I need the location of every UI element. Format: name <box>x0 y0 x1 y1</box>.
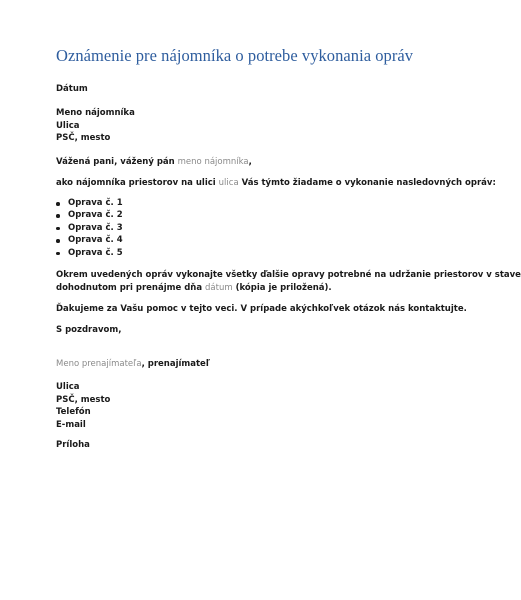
salutation-prefix: Vážená pani, vážený pán <box>56 157 178 167</box>
document-title: Oznámenie pre nájomníka o potrebe vykonania opráv <box>56 46 414 65</box>
paragraph2-suffix: (kópia je priložená). <box>232 283 332 293</box>
repairs-list <box>56 197 123 259</box>
bullet-icon <box>56 227 60 231</box>
list-item <box>56 247 123 259</box>
sender-email: E-mail <box>56 419 86 430</box>
bullet-icon <box>56 202 60 206</box>
paragraph2-prefix: dohodnutom pri prenájme dňa <box>56 283 206 293</box>
thanks-paragraph: Ďakujeme za Vašu pomoc v tejto veci. V prípade akýchkoľvek otázok nás kontaktujte. <box>56 304 467 314</box>
intro-sentence <box>56 177 496 189</box>
repair-label: Oprava č. 2 <box>68 210 123 221</box>
signature-role: , prenajímateľ <box>141 359 210 369</box>
list-item <box>56 234 123 246</box>
recipient-name: Meno nájomníka <box>56 108 135 118</box>
attachment-label: Príloha <box>56 440 90 450</box>
recipient-zip-city: PSČ, mesto <box>56 133 111 143</box>
paragraph2-line2 <box>56 282 332 294</box>
intro-street-placeholder: ulica <box>218 178 239 188</box>
paragraph2-line1: Okrem uvedených opráv vykonajte všetky ďalšie opravy potrebné na udržanie priestorov v stave <box>56 270 521 280</box>
list-item <box>56 197 123 209</box>
bullet-icon <box>56 239 60 243</box>
repair-label: Oprava č. 3 <box>68 222 123 233</box>
repair-label: Oprava č. 5 <box>68 247 123 258</box>
sender-phone: Telefón <box>56 407 91 417</box>
intro-suffix: Vás týmto žiadame o vykonanie nasledovných opráv: <box>238 178 496 188</box>
sender-street: Ulica <box>56 382 80 392</box>
sender-zip-city: PSČ, mesto <box>56 394 111 405</box>
intro-prefix: ako nájomníka priestorov na ulici <box>56 178 219 188</box>
salutation-name-placeholder: meno nájomníka <box>177 157 249 167</box>
repair-label: Oprava č. 4 <box>68 235 123 246</box>
bullet-icon <box>56 252 60 256</box>
paragraph2-date-placeholder: dátum <box>205 283 233 293</box>
signature-name-placeholder: Meno prenajímateľa <box>56 359 142 369</box>
signature-line <box>56 358 210 370</box>
list-item <box>56 222 123 234</box>
date-field: Dátum <box>56 84 88 94</box>
salutation-suffix: , <box>248 157 252 167</box>
list-item <box>56 209 123 221</box>
closing: S pozdravom, <box>56 325 122 335</box>
bullet-icon <box>56 214 60 218</box>
recipient-street: Ulica <box>56 120 80 131</box>
repair-label: Oprava č. 1 <box>68 198 123 208</box>
salutation <box>56 156 252 168</box>
